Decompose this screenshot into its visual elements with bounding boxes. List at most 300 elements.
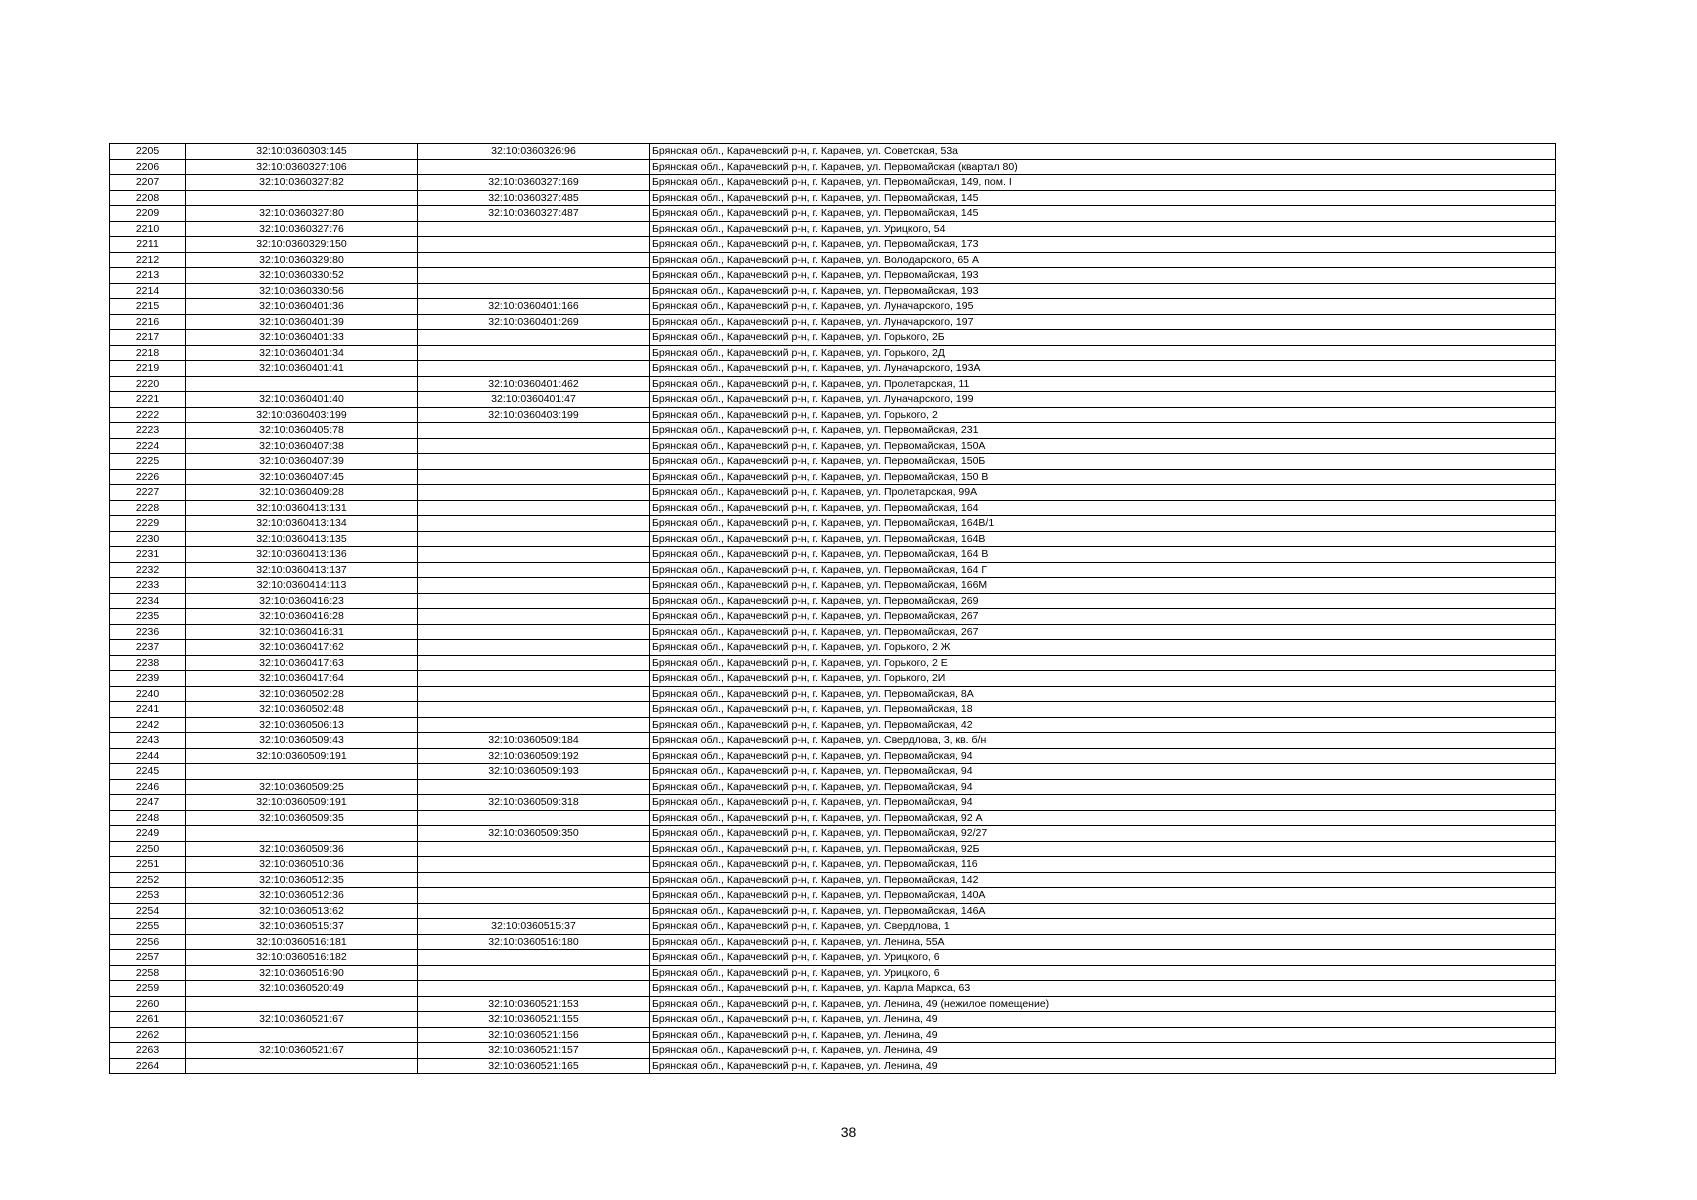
table-row bbox=[110, 919, 1556, 935]
address-cell: Брянская обл., Карачевский р-н, г. Карачев, ул. Первомайская, 92Б bbox=[650, 841, 1556, 857]
address-cell: Брянская обл., Карачевский р-н, г. Карачев, ул. Первомайская, 116 bbox=[650, 857, 1556, 873]
row-number-cell: 2230 bbox=[110, 531, 186, 547]
related-cadastral-number-cell bbox=[418, 330, 650, 346]
cadastral-number-cell: 32:10:0360405:78 bbox=[186, 423, 418, 439]
related-cadastral-number-cell: 32:10:0360509:193 bbox=[418, 764, 650, 780]
row-number-cell: 2232 bbox=[110, 562, 186, 578]
address-cell: Брянская обл., Карачевский р-н, г. Карачев, ул. Первомайская, 140А bbox=[650, 888, 1556, 904]
table-row bbox=[110, 717, 1556, 733]
address-cell: Брянская обл., Карачевский р-н, г. Карачев, ул. Свердлова, 3, кв. б/н bbox=[650, 733, 1556, 749]
address-cell: Брянская обл., Карачевский р-н, г. Карачев, ул. Горького, 2Б bbox=[650, 330, 1556, 346]
cadastral-number-cell: 32:10:0360416:23 bbox=[186, 593, 418, 609]
cadastral-number-cell: 32:10:0360502:28 bbox=[186, 686, 418, 702]
cadastral-number-cell: 32:10:0360407:39 bbox=[186, 454, 418, 470]
related-cadastral-number-cell: 32:10:0360401:269 bbox=[418, 314, 650, 330]
row-number-cell: 2248 bbox=[110, 810, 186, 826]
address-cell: Брянская обл., Карачевский р-н, г. Карачев, ул. Первомайская, 193 bbox=[650, 268, 1556, 284]
related-cadastral-number-cell bbox=[418, 423, 650, 439]
row-number-cell: 2259 bbox=[110, 981, 186, 997]
cadastral-number-cell: 32:10:0360417:62 bbox=[186, 640, 418, 656]
cadastral-number-cell: 32:10:0360417:64 bbox=[186, 671, 418, 687]
address-cell: Брянская обл., Карачевский р-н, г. Карачев, ул. Луначарского, 197 bbox=[650, 314, 1556, 330]
related-cadastral-number-cell bbox=[418, 903, 650, 919]
page-number: 38 bbox=[840, 1124, 857, 1140]
related-cadastral-number-cell bbox=[418, 609, 650, 625]
row-number-cell: 2263 bbox=[110, 1043, 186, 1059]
table-row bbox=[110, 175, 1556, 191]
table-row bbox=[110, 1027, 1556, 1043]
address-cell: Брянская обл., Карачевский р-н, г. Карачев, ул. Ленина, 49 (нежилое помещение) bbox=[650, 996, 1556, 1012]
cadastral-number-cell: 32:10:0360516:182 bbox=[186, 950, 418, 966]
address-cell: Брянская обл., Карачевский р-н, г. Карачев, ул. Горького, 2Д bbox=[650, 345, 1556, 361]
address-cell: Брянская обл., Карачевский р-н, г. Карачев, ул. Первомайская, 164 bbox=[650, 500, 1556, 516]
related-cadastral-number-cell: 32:10:0360515:37 bbox=[418, 919, 650, 935]
row-number-cell: 2219 bbox=[110, 361, 186, 377]
related-cadastral-number-cell bbox=[418, 655, 650, 671]
table-row bbox=[110, 500, 1556, 516]
row-number-cell: 2207 bbox=[110, 175, 186, 191]
row-number-cell: 2211 bbox=[110, 237, 186, 253]
address-cell: Брянская обл., Карачевский р-н, г. Карачев, ул. Урицкого, 6 bbox=[650, 950, 1556, 966]
row-number-cell: 2253 bbox=[110, 888, 186, 904]
related-cadastral-number-cell bbox=[418, 779, 650, 795]
address-cell: Брянская обл., Карачевский р-н, г. Карачев, ул. Горького, 2И bbox=[650, 671, 1556, 687]
cadastral-number-cell: 32:10:0360509:36 bbox=[186, 841, 418, 857]
address-cell: Брянская обл., Карачевский р-н, г. Карачев, ул. Первомайская, 94 bbox=[650, 764, 1556, 780]
table-row bbox=[110, 655, 1556, 671]
address-cell: Брянская обл., Карачевский р-н, г. Карачев, ул. Первомайская, 193 bbox=[650, 283, 1556, 299]
cadastral-number-cell: 32:10:0360416:31 bbox=[186, 624, 418, 640]
cadastral-number-cell: 32:10:0360401:39 bbox=[186, 314, 418, 330]
address-cell: Брянская обл., Карачевский р-н, г. Карачев, ул. Первомайская, 267 bbox=[650, 624, 1556, 640]
cadastral-number-cell: 32:10:0360414:113 bbox=[186, 578, 418, 594]
cadastral-number-cell: 32:10:0360401:40 bbox=[186, 392, 418, 408]
address-cell: Брянская обл., Карачевский р-н, г. Карачев, ул. Первомайская, 94 bbox=[650, 795, 1556, 811]
address-cell: Брянская обл., Карачевский р-н, г. Карачев, ул. Первомайская, 18 bbox=[650, 702, 1556, 718]
cadastral-number-cell: 32:10:0360520:49 bbox=[186, 981, 418, 997]
address-cell: Брянская обл., Карачевский р-н, г. Карачев, ул. Первомайская, 164В bbox=[650, 531, 1556, 547]
row-number-cell: 2212 bbox=[110, 252, 186, 268]
cadastral-number-cell bbox=[186, 1027, 418, 1043]
table-row bbox=[110, 547, 1556, 563]
cadastral-number-cell: 32:10:0360509:191 bbox=[186, 795, 418, 811]
related-cadastral-number-cell bbox=[418, 841, 650, 857]
table-row bbox=[110, 237, 1556, 253]
row-number-cell: 2239 bbox=[110, 671, 186, 687]
table-row bbox=[110, 996, 1556, 1012]
cadastral-number-cell: 32:10:0360327:82 bbox=[186, 175, 418, 191]
row-number-cell: 2229 bbox=[110, 516, 186, 532]
table-row bbox=[110, 221, 1556, 237]
related-cadastral-number-cell bbox=[418, 950, 650, 966]
related-cadastral-number-cell: 32:10:0360509:184 bbox=[418, 733, 650, 749]
table-row bbox=[110, 299, 1556, 315]
row-number-cell: 2220 bbox=[110, 376, 186, 392]
related-cadastral-number-cell bbox=[418, 485, 650, 501]
cadastral-number-cell bbox=[186, 764, 418, 780]
related-cadastral-number-cell bbox=[418, 237, 650, 253]
table-row bbox=[110, 252, 1556, 268]
row-number-cell: 2249 bbox=[110, 826, 186, 842]
cadastral-number-cell bbox=[186, 996, 418, 1012]
related-cadastral-number-cell: 32:10:0360509:192 bbox=[418, 748, 650, 764]
address-cell: Брянская обл., Карачевский р-н, г. Карачев, ул. Горького, 2 bbox=[650, 407, 1556, 423]
cadastral-number-cell bbox=[186, 190, 418, 206]
related-cadastral-number-cell: 32:10:0360509:318 bbox=[418, 795, 650, 811]
related-cadastral-number-cell bbox=[418, 686, 650, 702]
table-row bbox=[110, 314, 1556, 330]
cadastral-number-cell: 32:10:0360327:76 bbox=[186, 221, 418, 237]
row-number-cell: 2243 bbox=[110, 733, 186, 749]
row-number-cell: 2244 bbox=[110, 748, 186, 764]
related-cadastral-number-cell: 32:10:0360401:462 bbox=[418, 376, 650, 392]
table-row bbox=[110, 640, 1556, 656]
row-number-cell: 2226 bbox=[110, 469, 186, 485]
row-number-cell: 2208 bbox=[110, 190, 186, 206]
cadastral-table-body bbox=[110, 144, 1556, 1074]
row-number-cell: 2216 bbox=[110, 314, 186, 330]
table-row bbox=[110, 795, 1556, 811]
address-cell: Брянская обл., Карачевский р-н, г. Карачев, ул. Первомайская, 164 В bbox=[650, 547, 1556, 563]
row-number-cell: 2228 bbox=[110, 500, 186, 516]
related-cadastral-number-cell: 32:10:0360521:156 bbox=[418, 1027, 650, 1043]
address-cell: Брянская обл., Карачевский р-н, г. Карачев, ул. Первомайская, 94 bbox=[650, 748, 1556, 764]
related-cadastral-number-cell: 32:10:0360516:180 bbox=[418, 934, 650, 950]
table-row bbox=[110, 965, 1556, 981]
related-cadastral-number-cell bbox=[418, 531, 650, 547]
row-number-cell: 2251 bbox=[110, 857, 186, 873]
cadastral-table bbox=[109, 143, 1556, 1074]
row-number-cell: 2234 bbox=[110, 593, 186, 609]
table-row bbox=[110, 330, 1556, 346]
related-cadastral-number-cell: 32:10:0360327:485 bbox=[418, 190, 650, 206]
address-cell: Брянская обл., Карачевский р-н, г. Карачев, ул. Первомайская, 173 bbox=[650, 237, 1556, 253]
related-cadastral-number-cell: 32:10:0360401:47 bbox=[418, 392, 650, 408]
row-number-cell: 2214 bbox=[110, 283, 186, 299]
table-row bbox=[110, 1058, 1556, 1074]
table-row bbox=[110, 407, 1556, 423]
related-cadastral-number-cell bbox=[418, 981, 650, 997]
row-number-cell: 2227 bbox=[110, 485, 186, 501]
related-cadastral-number-cell bbox=[418, 872, 650, 888]
related-cadastral-number-cell: 32:10:0360326:96 bbox=[418, 144, 650, 160]
table-row bbox=[110, 609, 1556, 625]
row-number-cell: 2235 bbox=[110, 609, 186, 625]
table-row bbox=[110, 283, 1556, 299]
row-number-cell: 2238 bbox=[110, 655, 186, 671]
cadastral-number-cell: 32:10:0360327:106 bbox=[186, 159, 418, 175]
table-row bbox=[110, 144, 1556, 160]
row-number-cell: 2240 bbox=[110, 686, 186, 702]
table-row bbox=[110, 1043, 1556, 1059]
related-cadastral-number-cell bbox=[418, 562, 650, 578]
address-cell: Брянская обл., Карачевский р-н, г. Карачев, ул. Первомайская, 142 bbox=[650, 872, 1556, 888]
related-cadastral-number-cell bbox=[418, 640, 650, 656]
table-row bbox=[110, 345, 1556, 361]
row-number-cell: 2210 bbox=[110, 221, 186, 237]
related-cadastral-number-cell: 32:10:0360403:199 bbox=[418, 407, 650, 423]
related-cadastral-number-cell: 32:10:0360521:157 bbox=[418, 1043, 650, 1059]
address-cell: Брянская обл., Карачевский р-н, г. Карачев, ул. Ленина, 49 bbox=[650, 1027, 1556, 1043]
table-row bbox=[110, 779, 1556, 795]
cadastral-number-cell: 32:10:0360502:48 bbox=[186, 702, 418, 718]
related-cadastral-number-cell bbox=[418, 454, 650, 470]
row-number-cell: 2245 bbox=[110, 764, 186, 780]
cadastral-number-cell: 32:10:0360407:38 bbox=[186, 438, 418, 454]
related-cadastral-number-cell bbox=[418, 469, 650, 485]
row-number-cell: 2236 bbox=[110, 624, 186, 640]
cadastral-number-cell: 32:10:0360413:135 bbox=[186, 531, 418, 547]
table-row bbox=[110, 593, 1556, 609]
cadastral-number-cell bbox=[186, 376, 418, 392]
cadastral-number-cell: 32:10:0360516:181 bbox=[186, 934, 418, 950]
address-cell: Брянская обл., Карачевский р-н, г. Карачев, ул. Советская, 53а bbox=[650, 144, 1556, 160]
related-cadastral-number-cell bbox=[418, 500, 650, 516]
cadastral-number-cell: 32:10:0360329:80 bbox=[186, 252, 418, 268]
table-row bbox=[110, 903, 1556, 919]
table-row bbox=[110, 376, 1556, 392]
cadastral-number-cell: 32:10:0360512:36 bbox=[186, 888, 418, 904]
row-number-cell: 2242 bbox=[110, 717, 186, 733]
table-row bbox=[110, 888, 1556, 904]
address-cell: Брянская обл., Карачевский р-н, г. Карачев, ул. Первомайская, 8А bbox=[650, 686, 1556, 702]
address-cell: Брянская обл., Карачевский р-н, г. Карачев, ул. Первомайская, 150 В bbox=[650, 469, 1556, 485]
related-cadastral-number-cell bbox=[418, 810, 650, 826]
row-number-cell: 2224 bbox=[110, 438, 186, 454]
row-number-cell: 2213 bbox=[110, 268, 186, 284]
table-row bbox=[110, 454, 1556, 470]
row-number-cell: 2221 bbox=[110, 392, 186, 408]
related-cadastral-number-cell: 32:10:0360521:165 bbox=[418, 1058, 650, 1074]
row-number-cell: 2223 bbox=[110, 423, 186, 439]
table-row bbox=[110, 190, 1556, 206]
table-row bbox=[110, 671, 1556, 687]
row-number-cell: 2222 bbox=[110, 407, 186, 423]
related-cadastral-number-cell bbox=[418, 593, 650, 609]
row-number-cell: 2261 bbox=[110, 1012, 186, 1028]
row-number-cell: 2247 bbox=[110, 795, 186, 811]
table-row bbox=[110, 423, 1556, 439]
related-cadastral-number-cell bbox=[418, 671, 650, 687]
table-row bbox=[110, 485, 1556, 501]
row-number-cell: 2231 bbox=[110, 547, 186, 563]
table-row bbox=[110, 981, 1556, 997]
table-row bbox=[110, 268, 1556, 284]
row-number-cell: 2205 bbox=[110, 144, 186, 160]
table-row bbox=[110, 686, 1556, 702]
cadastral-number-cell: 32:10:0360413:134 bbox=[186, 516, 418, 532]
cadastral-number-cell: 32:10:0360515:37 bbox=[186, 919, 418, 935]
address-cell: Брянская обл., Карачевский р-н, г. Карачев, ул. Урицкого, 54 bbox=[650, 221, 1556, 237]
table-row bbox=[110, 857, 1556, 873]
related-cadastral-number-cell bbox=[418, 702, 650, 718]
related-cadastral-number-cell bbox=[418, 516, 650, 532]
row-number-cell: 2258 bbox=[110, 965, 186, 981]
address-cell: Брянская обл., Карачевский р-н, г. Карачев, ул. Первомайская, 150Б bbox=[650, 454, 1556, 470]
cadastral-number-cell: 32:10:0360401:34 bbox=[186, 345, 418, 361]
cadastral-number-cell: 32:10:0360401:36 bbox=[186, 299, 418, 315]
row-number-cell: 2246 bbox=[110, 779, 186, 795]
cadastral-number-cell: 32:10:0360303:145 bbox=[186, 144, 418, 160]
row-number-cell: 2225 bbox=[110, 454, 186, 470]
cadastral-number-cell: 32:10:0360509:191 bbox=[186, 748, 418, 764]
related-cadastral-number-cell bbox=[418, 857, 650, 873]
address-cell: Брянская обл., Карачевский р-н, г. Карачев, ул. Пролетарская, 99А bbox=[650, 485, 1556, 501]
address-cell: Брянская обл., Карачевский р-н, г. Карачев, ул. Луначарского, 193А bbox=[650, 361, 1556, 377]
related-cadastral-number-cell: 32:10:0360509:350 bbox=[418, 826, 650, 842]
table-row bbox=[110, 578, 1556, 594]
cadastral-number-cell: 32:10:0360506:13 bbox=[186, 717, 418, 733]
address-cell: Брянская обл., Карачевский р-н, г. Карачев, ул. Ленина, 49 bbox=[650, 1012, 1556, 1028]
cadastral-number-cell: 32:10:0360407:45 bbox=[186, 469, 418, 485]
cadastral-number-cell: 32:10:0360413:131 bbox=[186, 500, 418, 516]
table-row bbox=[110, 562, 1556, 578]
row-number-cell: 2250 bbox=[110, 841, 186, 857]
address-cell: Брянская обл., Карачевский р-н, г. Карачев, ул. Луначарского, 195 bbox=[650, 299, 1556, 315]
address-cell: Брянская обл., Карачевский р-н, г. Карачев, ул. Первомайская, 164В/1 bbox=[650, 516, 1556, 532]
cadastral-number-cell: 32:10:0360521:67 bbox=[186, 1012, 418, 1028]
address-cell: Брянская обл., Карачевский р-н, г. Карачев, ул. Урицкого, 6 bbox=[650, 965, 1556, 981]
address-cell: Брянская обл., Карачевский р-н, г. Карачев, ул. Володарского, 65 А bbox=[650, 252, 1556, 268]
address-cell: Брянская обл., Карачевский р-н, г. Карачев, ул. Первомайская, 150А bbox=[650, 438, 1556, 454]
table-row bbox=[110, 206, 1556, 222]
address-cell: Брянская обл., Карачевский р-н, г. Карачев, ул. Первомайская, 146А bbox=[650, 903, 1556, 919]
address-cell: Брянская обл., Карачевский р-н, г. Карачев, ул. Свердлова, 1 bbox=[650, 919, 1556, 935]
related-cadastral-number-cell bbox=[418, 965, 650, 981]
cadastral-number-cell bbox=[186, 826, 418, 842]
related-cadastral-number-cell: 32:10:0360521:155 bbox=[418, 1012, 650, 1028]
row-number-cell: 2256 bbox=[110, 934, 186, 950]
address-cell: Брянская обл., Карачевский р-н, г. Карачев, ул. Первомайская, 267 bbox=[650, 609, 1556, 625]
table-row bbox=[110, 702, 1556, 718]
address-cell: Брянская обл., Карачевский р-н, г. Карачев, ул. Первомайская, 164 Г bbox=[650, 562, 1556, 578]
cadastral-number-cell: 32:10:0360401:33 bbox=[186, 330, 418, 346]
related-cadastral-number-cell bbox=[418, 252, 650, 268]
table-row bbox=[110, 733, 1556, 749]
address-cell: Брянская обл., Карачевский р-н, г. Карачев, ул. Первомайская, 145 bbox=[650, 206, 1556, 222]
row-number-cell: 2215 bbox=[110, 299, 186, 315]
cadastral-number-cell: 32:10:0360509:43 bbox=[186, 733, 418, 749]
related-cadastral-number-cell bbox=[418, 361, 650, 377]
cadastral-number-cell: 32:10:0360413:136 bbox=[186, 547, 418, 563]
cadastral-number-cell: 32:10:0360509:25 bbox=[186, 779, 418, 795]
table-row bbox=[110, 934, 1556, 950]
cadastral-number-cell: 32:10:0360413:137 bbox=[186, 562, 418, 578]
address-cell: Брянская обл., Карачевский р-н, г. Карачев, ул. Первомайская, 92 А bbox=[650, 810, 1556, 826]
related-cadastral-number-cell bbox=[418, 717, 650, 733]
table-row bbox=[110, 872, 1556, 888]
address-cell: Брянская обл., Карачевский р-н, г. Карачев, ул. Первомайская (квартал 80) bbox=[650, 159, 1556, 175]
cadastral-number-cell: 32:10:0360330:52 bbox=[186, 268, 418, 284]
table-row bbox=[110, 438, 1556, 454]
address-cell: Брянская обл., Карачевский р-н, г. Карачев, ул. Первомайская, 42 bbox=[650, 717, 1556, 733]
address-cell: Брянская обл., Карачевский р-н, г. Карачев, ул. Первомайская, 94 bbox=[650, 779, 1556, 795]
related-cadastral-number-cell bbox=[418, 345, 650, 361]
related-cadastral-number-cell bbox=[418, 624, 650, 640]
address-cell: Брянская обл., Карачевский р-н, г. Карачев, ул. Первомайская, 149, пом. I bbox=[650, 175, 1556, 191]
address-cell: Брянская обл., Карачевский р-н, г. Карачев, ул. Первомайская, 145 bbox=[650, 190, 1556, 206]
table-row bbox=[110, 810, 1556, 826]
address-cell: Брянская обл., Карачевский р-н, г. Карачев, ул. Первомайская, 231 bbox=[650, 423, 1556, 439]
related-cadastral-number-cell bbox=[418, 221, 650, 237]
row-number-cell: 2255 bbox=[110, 919, 186, 935]
row-number-cell: 2233 bbox=[110, 578, 186, 594]
related-cadastral-number-cell: 32:10:0360521:153 bbox=[418, 996, 650, 1012]
cadastral-number-cell: 32:10:0360401:41 bbox=[186, 361, 418, 377]
table-row bbox=[110, 1012, 1556, 1028]
row-number-cell: 2237 bbox=[110, 640, 186, 656]
related-cadastral-number-cell bbox=[418, 578, 650, 594]
address-cell: Брянская обл., Карачевский р-н, г. Карачев, ул. Ленина, 55А bbox=[650, 934, 1556, 950]
row-number-cell: 2218 bbox=[110, 345, 186, 361]
related-cadastral-number-cell: 32:10:0360327:169 bbox=[418, 175, 650, 191]
row-number-cell: 2254 bbox=[110, 903, 186, 919]
cadastral-number-cell: 32:10:0360409:28 bbox=[186, 485, 418, 501]
address-cell: Брянская обл., Карачевский р-н, г. Карачев, ул. Ленина, 49 bbox=[650, 1058, 1556, 1074]
row-number-cell: 2264 bbox=[110, 1058, 186, 1074]
related-cadastral-number-cell: 32:10:0360327:487 bbox=[418, 206, 650, 222]
row-number-cell: 2260 bbox=[110, 996, 186, 1012]
table-row bbox=[110, 950, 1556, 966]
cadastral-number-cell: 32:10:0360509:35 bbox=[186, 810, 418, 826]
cadastral-number-cell: 32:10:0360327:80 bbox=[186, 206, 418, 222]
related-cadastral-number-cell bbox=[418, 268, 650, 284]
table-row bbox=[110, 748, 1556, 764]
row-number-cell: 2209 bbox=[110, 206, 186, 222]
cadastral-number-cell: 32:10:0360417:63 bbox=[186, 655, 418, 671]
row-number-cell: 2241 bbox=[110, 702, 186, 718]
address-cell: Брянская обл., Карачевский р-н, г. Карачев, ул. Первомайская, 269 bbox=[650, 593, 1556, 609]
cadastral-number-cell: 32:10:0360329:150 bbox=[186, 237, 418, 253]
cadastral-number-cell: 32:10:0360416:28 bbox=[186, 609, 418, 625]
row-number-cell: 2217 bbox=[110, 330, 186, 346]
table-row bbox=[110, 531, 1556, 547]
related-cadastral-number-cell bbox=[418, 283, 650, 299]
table-row bbox=[110, 361, 1556, 377]
address-cell: Брянская обл., Карачевский р-н, г. Карачев, ул. Луначарского, 199 bbox=[650, 392, 1556, 408]
table-row bbox=[110, 159, 1556, 175]
address-cell: Брянская обл., Карачевский р-н, г. Карачев, ул. Горького, 2 Ж bbox=[650, 640, 1556, 656]
cadastral-number-cell: 32:10:0360521:67 bbox=[186, 1043, 418, 1059]
related-cadastral-number-cell bbox=[418, 888, 650, 904]
table-row bbox=[110, 469, 1556, 485]
row-number-cell: 2206 bbox=[110, 159, 186, 175]
row-number-cell: 2252 bbox=[110, 872, 186, 888]
address-cell: Брянская обл., Карачевский р-н, г. Карачев, ул. Первомайская, 92/27 bbox=[650, 826, 1556, 842]
address-cell: Брянская обл., Карачевский р-н, г. Карачев, ул. Горького, 2 Е bbox=[650, 655, 1556, 671]
address-cell: Брянская обл., Карачевский р-н, г. Карачев, ул. Ленина, 49 bbox=[650, 1043, 1556, 1059]
table-row bbox=[110, 841, 1556, 857]
cadastral-number-cell: 32:10:0360512:35 bbox=[186, 872, 418, 888]
table-row bbox=[110, 624, 1556, 640]
related-cadastral-number-cell bbox=[418, 159, 650, 175]
table-row bbox=[110, 764, 1556, 780]
table-row bbox=[110, 392, 1556, 408]
table-row bbox=[110, 516, 1556, 532]
address-cell: Брянская обл., Карачевский р-н, г. Карачев, ул. Карла Маркса, 63 bbox=[650, 981, 1556, 997]
related-cadastral-number-cell: 32:10:0360401:166 bbox=[418, 299, 650, 315]
cadastral-number-cell: 32:10:0360516:90 bbox=[186, 965, 418, 981]
related-cadastral-number-cell bbox=[418, 547, 650, 563]
address-cell: Брянская обл., Карачевский р-н, г. Карачев, ул. Пролетарская, 11 bbox=[650, 376, 1556, 392]
cadastral-number-cell bbox=[186, 1058, 418, 1074]
table-row bbox=[110, 826, 1556, 842]
row-number-cell: 2262 bbox=[110, 1027, 186, 1043]
cadastral-number-cell: 32:10:0360403:199 bbox=[186, 407, 418, 423]
cadastral-number-cell: 32:10:0360510:36 bbox=[186, 857, 418, 873]
row-number-cell: 2257 bbox=[110, 950, 186, 966]
address-cell: Брянская обл., Карачевский р-н, г. Карачев, ул. Первомайская, 166М bbox=[650, 578, 1556, 594]
